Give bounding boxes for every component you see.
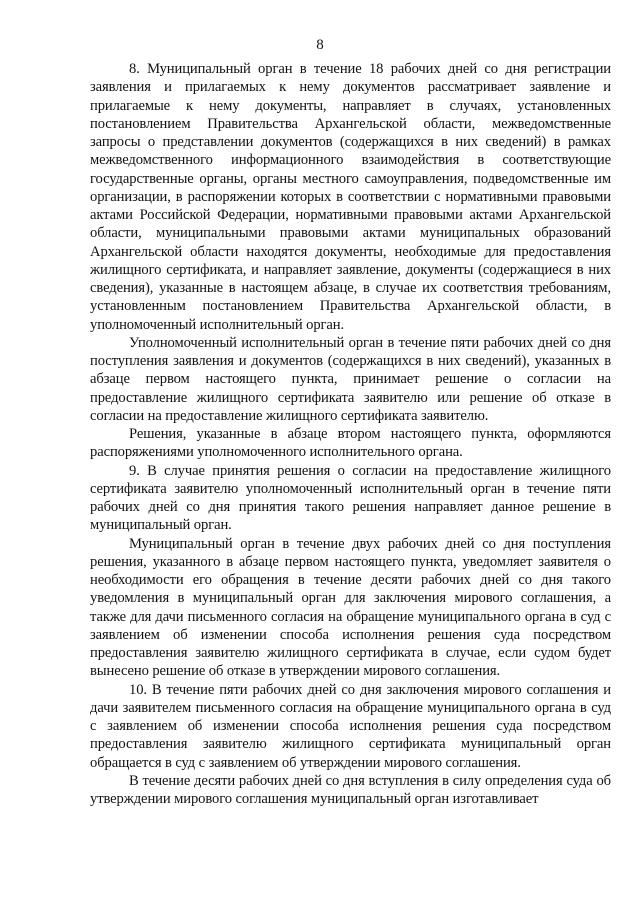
paragraph-decisions-formalized: Решения, указанные в абзаце втором настоящего пункта, оформляются распоряжениями уполномоченного исполнительного органа.	[90, 426, 611, 461]
paragraph-9-consent: 9. В случае принятия решения о согласии на предоставление жилищного сертификата заявителю уполномоченный исполнительный орган в течение пяти рабочих дней со дня принятия такого решения направляет данное решение в муниципальный орган.	[90, 462, 611, 534]
paragraph-municipal-notification: Муниципальный орган в течение двух рабочих дней со дня поступления решения, указанного в абзаце первом настоящего пункта, уведомляет заявителя о необходимости его обращения в течение десяти рабочих дней со дня такого уведомления в муниципальный орган для заключения мирового соглашения, а также для дачи письменного согласия на обращение муниципального органа в суд с заявлением об изменении способа исполнения решения суда посредством предоставления заявителю жилищного сертификата в случае, если судом будет вынесено решение об отказе в утверждении мирового соглашения.	[90, 535, 611, 680]
page-number: 8	[316, 37, 324, 53]
paragraph-10-settlement: 10. В течение пяти рабочих дней со дня заключения мирового соглашения и дачи заявителем письменного согласия на обращение муниципального органа в суд с заявлением об изменении способа исполнения решения суда посредством предоставления заявителю жилищного сертификата муниципальный орган обращается в суд с заявлением об утверждении мирового соглашения.	[90, 681, 611, 771]
paragraph-court-ruling: В течение десяти рабочих дней со дня вступления в силу определения суда об утверждении мирового соглашения муниципальный орган изготавливает	[90, 772, 611, 807]
document-body	[90, 60, 611, 808]
paragraph-authorized-body-decision: Уполномоченный исполнительный орган в течение пяти рабочих дней со дня поступления заявления и документов (содержащихся в них сведений), указанных в абзаце первом настоящего пункта, принимает решение о согласии на предоставление жилищного сертификата заявителю или решение об отказе в согласии на предоставление жилищного сертификата заявителю.	[90, 334, 611, 424]
paragraph-8-intro: 8. Муниципальный орган в течение 18 рабочих дней со дня регистрации заявления и прилагаемых к нему документов рассматривает заявление и прилагаемые к нему документы, направляет в случаях, установленных постановлением Правительства Архангельской области, межведомственные запросы о представлении документов (содержащихся в них сведений) в рамках межведомственного информационного взаимодействия в соответствующие государственные органы, органы местного самоуправления, подведомственные им организации, в распоряжении которых в соответствии с нормативными правовыми актами Российской Федерации, нормативными правовыми актами Архангельской области, муниципальными правовыми актами муниципальных образований Архангельской области находятся документы, необходимые для предоставления жилищного сертификата, и направляет заявление, документы (содержащиеся в них сведения), указанные в настоящем абзаце, в случае их соответствия требованиям, установленным постановлением Правительства Архангельской области, в уполномоченный исполнительный орган.	[90, 61, 611, 333]
